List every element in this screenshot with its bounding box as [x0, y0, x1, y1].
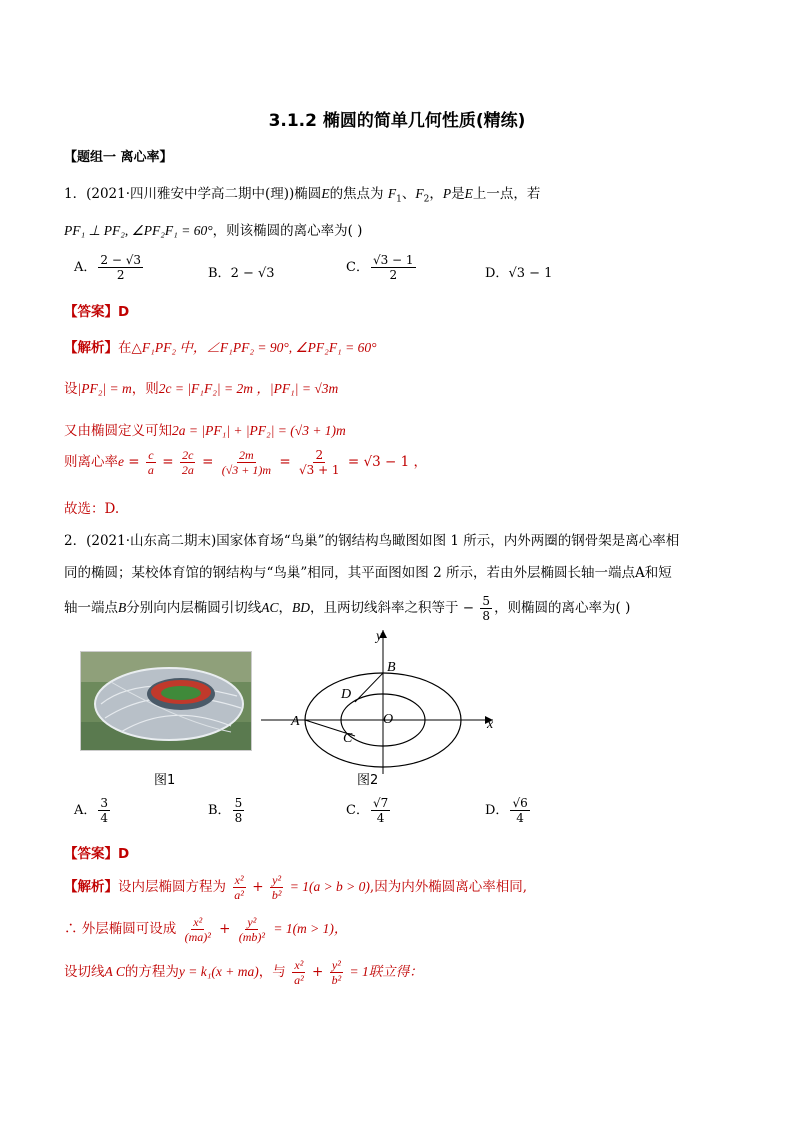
q2-analysis-line3: 设切线A C的方程为y = k₁(x + ma)，与 $\frac{\text{x²}}{\text{a²}}$ + $\frac{\text{y²}}{\text{b²}}$ = 1联立得： — [64, 958, 423, 987]
label-b: B — [387, 660, 396, 675]
q2-stem-line2: 同的椭圆；某校体育馆的钢结构与“鸟巢”相同，其平面图如图 2 所示，若由外层椭圆长轴一端点A和短 — [64, 565, 672, 581]
q1-stem-line2: PF₁ ⊥ PF₂, ∠PF₂F₁ = 60°，则该椭圆的离心率为( ) — [64, 223, 363, 239]
label-d: D — [341, 687, 352, 702]
q2-option-d[interactable]: D． $\frac{√6}{4}$ — [485, 796, 528, 825]
q2-stem-line3: 轴一端点B分别向内层椭圆引切线AC，BD，且两切线斜率之积等于 − $\frac{5}{8}$ ，则椭圆的离心率为( ) — [64, 594, 631, 623]
figure2-caption: 图2 — [357, 773, 379, 788]
q1-option-a[interactable]: A． $\frac{2 - √3}{2}$ — [74, 253, 141, 282]
q1-analysis-line4: 则离心率e = $\frac{c}{a}$ = $\frac{2c}{2a}$ = $\frac{2m}{(√3 + 1)m}$ = $\frac{2}{√3 + 1}$ = √3 − 1 ， — [64, 448, 427, 477]
page-title: 3.1.2 椭圆的简单几何性质(精练) — [268, 111, 526, 131]
label-x: x — [487, 717, 494, 732]
q2-stem-line1: 2．(2021·山东高二期末)国家体育场“鸟巢”的钢结构鸟瞰图如图 1 所示，内外两圈的钢骨架是离心率相 — [64, 533, 680, 549]
q1-analysis-line5: 故选：D. — [64, 501, 120, 517]
tangent-line-bd — [355, 673, 383, 702]
label-a: A — [291, 714, 300, 729]
label-c: C — [343, 731, 353, 746]
q1-option-d[interactable]: D．√3 − 1 — [485, 266, 553, 281]
q2-option-a[interactable]: A． $\frac{3}{4}$ — [74, 796, 109, 825]
q1-option-b[interactable]: B．2 − √3 — [208, 266, 275, 281]
q2-analysis-line1: 【解析】设内层椭圆方程为 $\frac{\text{x²}}{\text{a²}}$ + $\frac{\text{y²}}{\text{b²}}$ = 1(a > b > 0),因为内外椭圆离心率相同, — [64, 873, 528, 902]
q1-analysis-line1: 【解析】在△F₁PF₂ 中，∠F₁PF₂ = 90°, ∠PF₂F₁ = 60° — [64, 340, 377, 356]
group-heading: 【题组一 离心率】 — [64, 150, 173, 165]
figure1-caption: 图1 — [154, 773, 176, 788]
q2-option-b[interactable]: B． $\frac{5}{8}$ — [208, 796, 243, 825]
q2-answer: 【答案】D — [64, 846, 130, 862]
ellipse-diagram — [255, 626, 505, 776]
q1-analysis-line2: 设|PF₂| = m，则2c = |F₁F₂| = 2m ，|PF₁| = √3m — [64, 381, 339, 397]
birds-nest-stadium-photo — [80, 651, 252, 751]
q1-answer: 【答案】D — [64, 304, 130, 320]
q2-option-c[interactable]: C． $\frac{√7}{4}$ — [346, 796, 389, 825]
label-o: O — [383, 712, 394, 727]
q1-stem-line1: 1．(2021·四川雅安中学高二期中(理))椭圆E的焦点为 $F_1$、$F_2$，P是E上一点，若 — [64, 186, 541, 205]
q1-analysis-line3: 又由椭圆定义可知2a = |PF₁| + |PF₂| = (√3 + 1)m — [64, 423, 346, 439]
label-y: y — [376, 629, 383, 644]
q1-option-c[interactable]: C． $\frac{√3 - 1}{2}$ — [346, 253, 414, 282]
q2-analysis-line2: ∴ 外层椭圆可设成 $\frac{\text{x²}}{\text{(ma)²}}$ + $\frac{\text{y²}}{\text{(mb)²}}$ = 1(m > 1)， — [64, 915, 348, 944]
